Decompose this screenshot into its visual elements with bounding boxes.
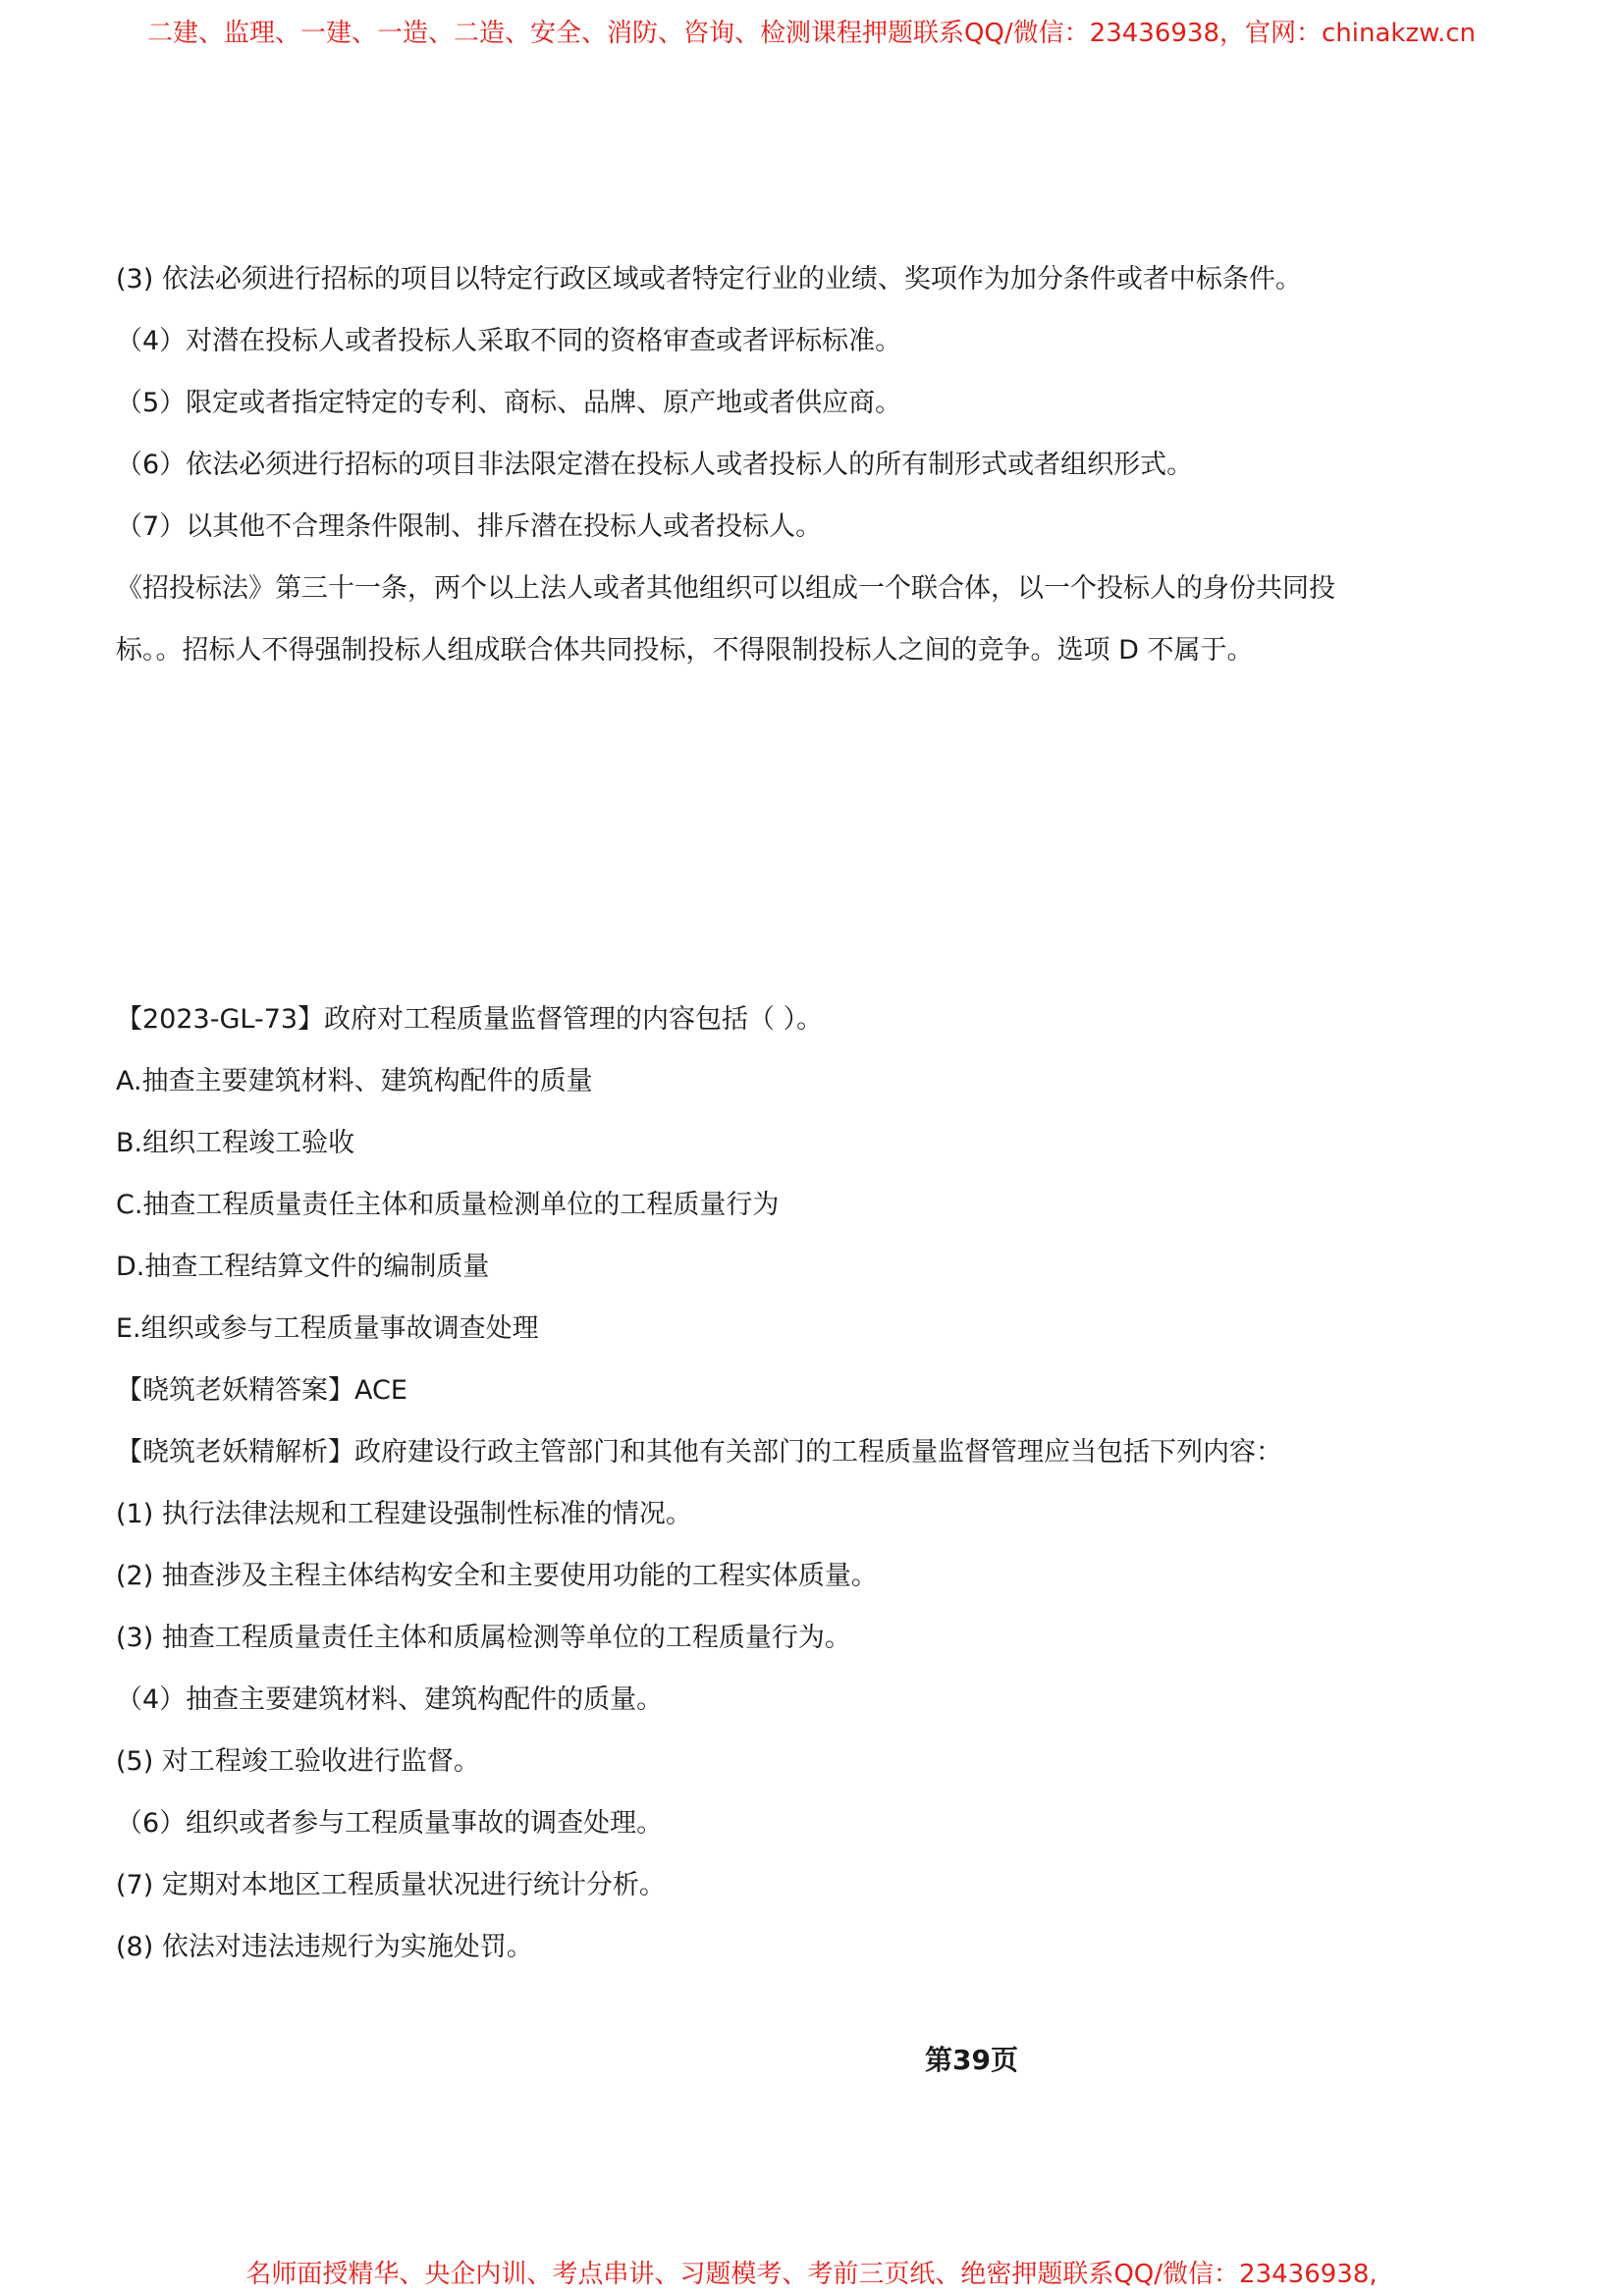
- analysis-item: (5) 对工程竣工验收进行监督。: [116, 1746, 480, 1777]
- page-number: 第39页: [925, 2044, 1018, 2076]
- header-banner: 二建、监理、一建、一造、二造、安全、消防、咨询、检测课程押题联系QQ/微信：23436938，官网：chinakzw.cn: [146, 19, 1477, 48]
- analysis-item: (2) 抽查涉及主程主体结构安全和主要使用功能的工程实体质量。: [116, 1561, 878, 1591]
- footer-banner: 名师面授精华、央企内训、考点串讲、习题模考、考前三页纸、绝密押题联系QQ/微信：23436938,: [245, 2260, 1378, 2289]
- analysis-intro: 【晓筑老妖精解析】政府建设行政主管部门和其他有关部门的工程质量监督管理应当包括下列内容：: [116, 1437, 1282, 1468]
- text-line: （5）限定或者指定特定的专利、商标、品牌、原产地或者供应商。: [116, 388, 902, 418]
- answer-line: 【晓筑老妖精答案】ACE: [116, 1375, 407, 1406]
- text-line: （4）对潜在投标人或者投标人采取不同的资格审查或者评标标准。: [116, 326, 902, 356]
- text-line: (3) 依法必须进行招标的项目以特定行政区域或者特定行业的业绩、奖项作为加分条件或者中标条件。: [116, 264, 1302, 294]
- text-line: （7）以其他不合理条件限制、排斥潜在投标人或者投标人。: [116, 511, 823, 542]
- option-b: B.组织工程竣工验收: [116, 1128, 355, 1158]
- option-e: E.组织或参与工程质量事故调查处理: [116, 1313, 539, 1344]
- option-a: A.抽查主要建筑材料、建筑构配件的质量: [116, 1066, 593, 1096]
- analysis-item: （4）抽查主要建筑材料、建筑构配件的质量。: [116, 1684, 664, 1715]
- text-line: （6）依法必须进行招标的项目非法限定潜在投标人或者投标人的所有制形式或者组织形式。: [116, 450, 1194, 480]
- option-d: D.抽查工程结算文件的编制质量: [116, 1252, 490, 1282]
- question-stem: 【2023-GL-73】政府对工程质量监督管理的内容包括（ ）。: [116, 1004, 824, 1035]
- analysis-item: （6）组织或者参与工程质量事故的调查处理。: [116, 1808, 664, 1839]
- analysis-item: (7) 定期对本地区工程质量状况进行统计分析。: [116, 1870, 666, 1900]
- analysis-item: (3) 抽查工程质量责任主体和质属检测等单位的工程质量行为。: [116, 1623, 851, 1653]
- text-line: 标。。招标人不得强制投标人组成联合体共同投标，不得限制投标人之间的竞争。选项 D 不属于。: [116, 635, 1254, 666]
- analysis-item: (1) 执行法律法规和工程建设强制性标准的情况。: [116, 1499, 692, 1529]
- analysis-item: (8) 依法对违法违规行为实施处罚。: [116, 1932, 533, 1962]
- text-line: 《招投标法》第三十一条，两个以上法人或者其他组织可以组成一个联合体，以一个投标人的身份共同投: [116, 573, 1335, 604]
- option-c: C.抽查工程质量责任主体和质量检测单位的工程质量行为: [116, 1190, 780, 1220]
